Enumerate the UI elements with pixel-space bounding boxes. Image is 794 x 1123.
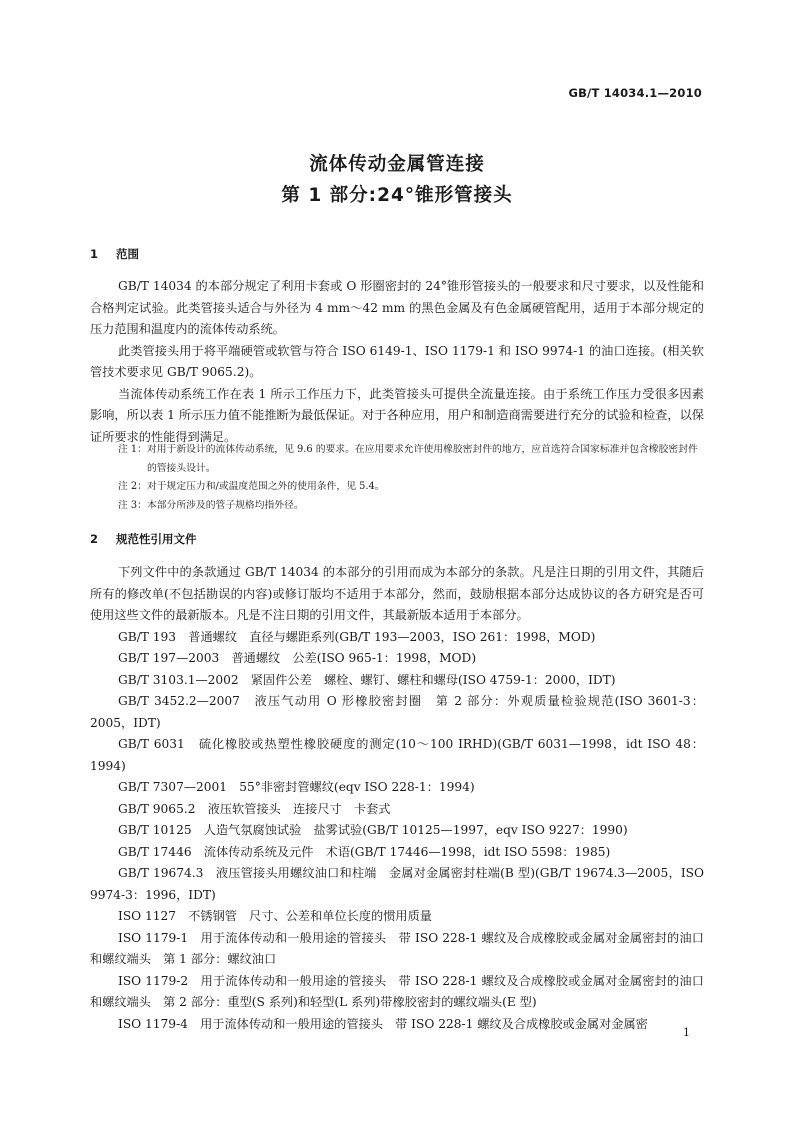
section-1-title: 范围 — [116, 247, 139, 261]
section-2-title: 规范性引用文件 — [116, 532, 197, 546]
note-2 — [118, 478, 704, 497]
references-intro: 下列文件中的条款通过 GB/T 14034 的本部分的引用而成为本部分的条款。凡是注日期的引用文件，其随后所有的修改单(不包括勘误的内容)或修订版均不适用于本部分，然而，鼓励根据本部分达成协议的各方研究是否可使用这些文件的最新版本。凡是不注日期的引用文件，其最新版本适用于本部分。 — [90, 565, 704, 622]
note-1 — [118, 441, 704, 478]
note-label: 注 1： — [118, 444, 147, 455]
reference-item: GB/T 9065.2 液压软管接头 连接尺寸 卡套式 — [118, 801, 391, 816]
reference-item: ISO 1179-1 用于流体传动和一般用途的管接头 带 ISO 228-1 螺纹及合成橡胶或金属对金属密封的油口和螺纹端头 第 1 部分：螺纹油口 — [90, 930, 704, 966]
reference-item: GB/T 197—2003 普通螺纹 公差(ISO 965-1：1998，MOD) — [118, 651, 477, 665]
note-label: 注 3： — [118, 499, 147, 511]
scope-paragraph: GB/T 14034 的本部分规定了利用卡套或 O 形圈密封的 24°锥形管接头的一般要求和尺寸要求，以及性能和合格判定试验。此类管接头适合与外径为 4 mm～42 mm 的黑色金属及有色金属硬管配用，适用于本部分规定的压力范围和温度内的流体传动系统。 — [90, 279, 704, 336]
section-2-body — [90, 562, 704, 1035]
page-number: 1 — [683, 1026, 690, 1039]
note-text: 对用于新设计的流体传动系统，见 9.6 的要求。在应用要求允许使用橡胶密封件的地方，应首选符合国家标准并包含橡胶密封件的管接头设计。 — [146, 444, 698, 474]
scope-paragraph: 当流体传动系统工作在表 1 所示工作压力下，此类管接头可提供全流量连接。由于系统工作压力受很多因素影响，所以表 1 所示压力值不能推断为最低保证。对于各种应用，用户和制造商需要进行充分的试验和检查，以保证所要求的性能得到满足。 — [90, 386, 704, 444]
section-2-heading — [90, 531, 197, 547]
note-text: 本部分所涉及的管子规格均指外径。 — [146, 499, 304, 511]
section-2-number: 2 — [90, 532, 99, 546]
document-title-line1: 流体传动金属管连接 — [309, 154, 485, 175]
section-1-heading — [90, 246, 139, 262]
reference-item: GB/T 10125 人造气氛腐蚀试验 盐雾试验(GB/T 10125—1997，eqv ISO 9227：1990) — [118, 823, 628, 837]
reference-item: GB/T 19674.3 液压管接头用螺纹油口和柱端 金属对金属密封柱端(B 型)(GB/T 19674.3—2005，ISO 9974-3：1996，IDT) — [90, 866, 704, 902]
reference-item: GB/T 7307—2001 55°非密封管螺纹(eqv ISO 228-1：1994) — [118, 780, 475, 794]
reference-item: GB/T 17446 流体传动系统及元件 术语(GB/T 17446—1998，idt ISO 5598：1985) — [118, 844, 611, 859]
standard-code: GB/T 14034.1—2010 — [568, 86, 702, 100]
reference-item: GB/T 3103.1—2002 紧固件公差 螺栓、螺钉、螺柱和螺母(ISO 4759-1：2000，IDT) — [118, 672, 616, 687]
note-label: 注 2： — [118, 481, 147, 492]
reference-item: ISO 1179-4 用于流体传动和一般用途的管接头 带 ISO 228-1 螺纹及合成橡胶或金属对金属密 — [118, 1016, 648, 1031]
note-3 — [118, 497, 704, 516]
reference-item: ISO 1179-2 用于流体传动和一般用途的管接头 带 ISO 228-1 螺纹及合成橡胶或金属对金属密封的油口和螺纹端头 第 2 部分：重型(S 系列)和轻型(L 系列)带橡胶密封的螺纹端头(E 型) — [90, 973, 704, 1009]
note-text: 对于规定压力和/或温度范围之外的使用条件，见 5.4。 — [146, 481, 385, 492]
scope-paragraph: 此类管接头用于将平端硬管或软管与符合 ISO 6149-1、ISO 1179-1 和 ISO 9974-1 的油口连接。(相关软管技术要求见 GB/T 9065.2)。 — [90, 343, 704, 379]
document-title-line2: 第 1 部分:24°锥形管接头 — [281, 185, 513, 206]
section-1-body — [90, 276, 704, 448]
reference-item: ISO 1127 不锈钢管 尺寸、公差和单位长度的惯用质量 — [118, 909, 432, 923]
scope-notes — [118, 441, 704, 515]
section-1-number: 1 — [90, 247, 99, 261]
reference-item: GB/T 193 普通螺纹 直径与螺距系列(GB/T 193—2003，ISO 261：1998，MOD) — [118, 629, 596, 644]
reference-item: GB/T 3452.2—2007 液压气动用 O 形橡胶密封圈 第 2 部分：外观质量检验规范(ISO 3601-3：2005，IDT) — [90, 694, 704, 730]
reference-item: GB/T 6031 硫化橡胶或热塑性橡胶硬度的测定(10～100 IRHD)(GB/T 6031—1998，idt ISO 48：1994) — [90, 737, 704, 773]
